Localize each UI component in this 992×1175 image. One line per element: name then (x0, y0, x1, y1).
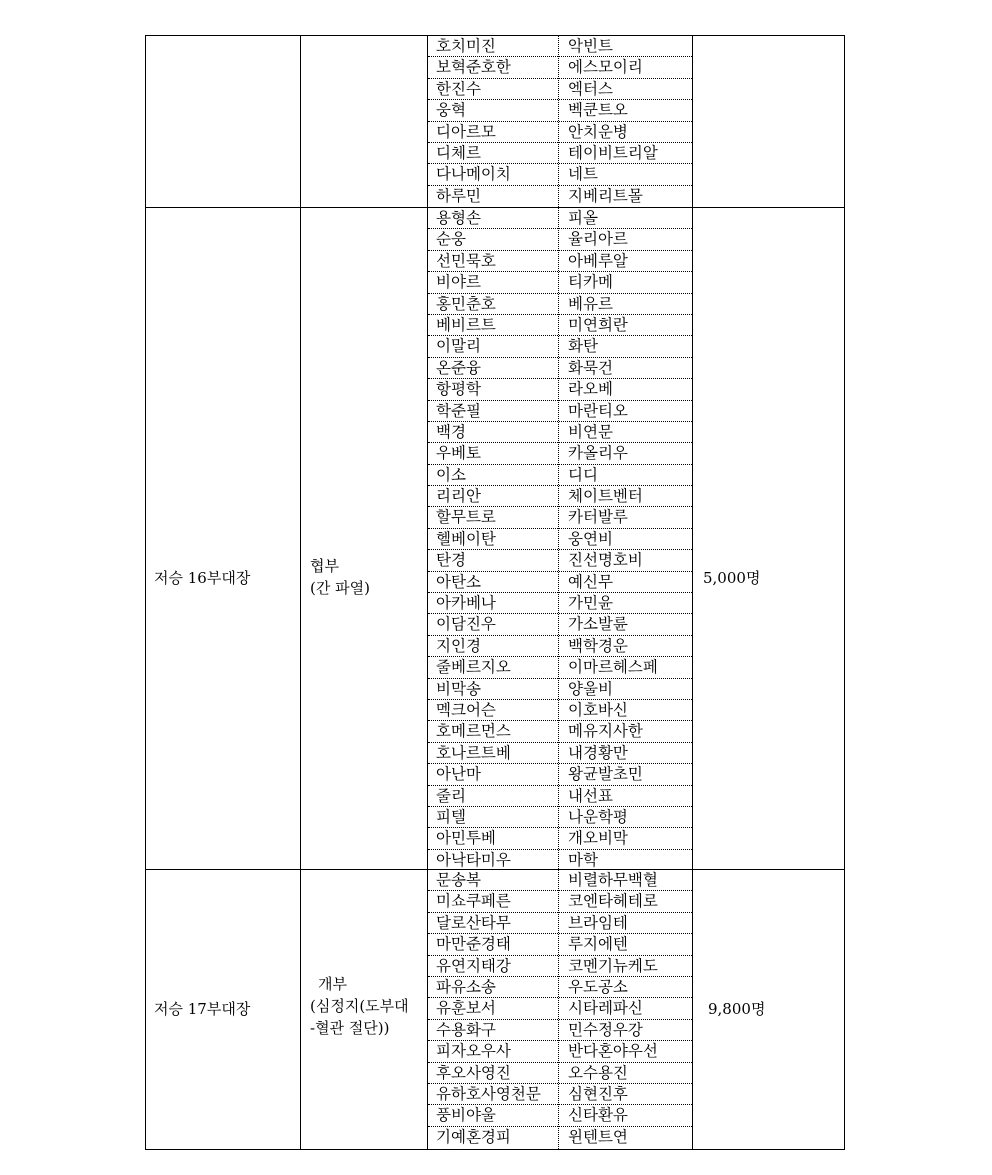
member-name-left: 호치미진 (436, 37, 496, 55)
member-name-left: 용형손 (436, 209, 481, 227)
member-row (428, 507, 692, 528)
member-row (428, 486, 692, 507)
member-row (428, 807, 692, 828)
member-row (428, 679, 692, 700)
member-row (428, 657, 692, 678)
member-name-left: 웅혁 (436, 101, 466, 120)
member-name-left: 하루민 (436, 186, 481, 205)
member-name-left: 아낙타미우 (436, 850, 511, 869)
member-row (428, 422, 692, 443)
member-name-left: 이담진우 (436, 615, 496, 634)
member-name-right: 가민윤 (568, 594, 613, 613)
member-name-left: 비야르 (436, 273, 481, 292)
member-name-right: 카터발루 (568, 508, 628, 527)
member-name-right: 가소발륜 (568, 615, 628, 634)
member-name-right: 심현진후 (568, 1084, 628, 1103)
member-name-left: 보혁준호한 (436, 58, 511, 77)
member-name-right: 에스모이리 (568, 58, 643, 77)
member-name-left: 비막송 (436, 679, 481, 698)
member-name-right: 예신무 (568, 572, 613, 591)
member-name-right: 미연희란 (568, 315, 628, 334)
member-row (428, 100, 692, 121)
member-row (428, 956, 692, 977)
member-row (428, 36, 692, 57)
troop-strength: 9,800명 (708, 1000, 766, 1018)
member-row (428, 251, 692, 272)
member-row (428, 1084, 692, 1105)
member-list-section-3 (428, 870, 692, 1148)
member-name-left: 한진수 (436, 79, 481, 98)
member-row (428, 1041, 692, 1062)
table-bottom-border (145, 1149, 845, 1150)
member-row (428, 272, 692, 293)
member-row (428, 1127, 692, 1148)
member-name-right: 나운학평 (568, 807, 628, 826)
member-row (428, 79, 692, 100)
member-name-left: 선민묵호 (436, 251, 496, 270)
member-row (428, 443, 692, 464)
member-name-right: 백학경운 (568, 636, 628, 655)
member-name-right: 체이트벤터 (568, 487, 643, 506)
member-name-right: 비연문 (568, 422, 613, 441)
member-name-left: 아난마 (436, 765, 481, 784)
member-name-right: 우도공소 (568, 977, 628, 996)
member-name-right: 카올리우 (568, 444, 628, 463)
member-row (428, 764, 692, 785)
member-name-left: 학준필 (436, 401, 481, 420)
member-name-left: 디아르모 (436, 122, 496, 141)
member-row (428, 721, 692, 742)
member-name-right: 개오비막 (568, 829, 628, 848)
col-border-right (844, 35, 845, 1150)
member-name-left: 항평학 (436, 380, 481, 399)
member-name-left: 마만준경태 (436, 935, 511, 954)
position-line: 협부 (310, 557, 339, 575)
member-row (428, 122, 692, 143)
member-row (428, 143, 692, 164)
member-name-right: 화묵건 (568, 358, 613, 377)
member-name-left: 유연지태강 (436, 956, 511, 975)
position-line: (간 파열) (310, 579, 370, 597)
member-name-left: 피텔 (436, 807, 466, 826)
member-row (428, 977, 692, 998)
member-row (428, 593, 692, 614)
member-name-right: 마학 (568, 850, 598, 869)
member-row (428, 828, 692, 849)
member-name-right: 비렬하무백혈 (568, 871, 658, 889)
member-row (428, 743, 692, 764)
member-name-right: 아베루알 (568, 251, 628, 270)
member-list-section-2 (428, 208, 692, 871)
member-name-right: 메유지사한 (568, 722, 643, 741)
member-name-right: 웅연비 (568, 529, 613, 548)
member-name-left: 디체르 (436, 143, 481, 162)
member-row (428, 57, 692, 78)
member-row (428, 208, 692, 229)
position-line: 개부 (318, 975, 347, 993)
member-name-left: 풍비야울 (436, 1106, 496, 1125)
member-row (428, 1063, 692, 1084)
member-name-right: 라오베 (568, 380, 613, 399)
member-name-left: 호메르먼스 (436, 722, 511, 741)
member-name-right: 벡쿤트오 (568, 101, 628, 120)
member-name-left: 후오사영진 (436, 1063, 511, 1082)
member-row (428, 998, 692, 1019)
member-name-left: 탄경 (436, 551, 466, 570)
member-name-left: 지인경 (436, 636, 481, 655)
member-name-left: 파유소송 (436, 977, 496, 996)
member-name-right: 지베리트몰 (568, 186, 643, 205)
member-name-right: 화탄 (568, 337, 598, 356)
member-row (428, 786, 692, 807)
troop-strength: 5,000명 (703, 569, 761, 587)
member-name-left: 온준융 (436, 358, 481, 377)
member-name-right: 피올 (568, 209, 598, 227)
member-row (428, 700, 692, 721)
member-name-left: 다나메이치 (436, 165, 511, 184)
member-name-left: 피자오우사 (436, 1042, 511, 1061)
member-row (428, 550, 692, 571)
member-name-right: 디디 (568, 465, 598, 484)
member-name-right: 이호바신 (568, 700, 628, 719)
member-name-left: 순웅 (436, 230, 466, 249)
member-row (428, 294, 692, 315)
member-name-left: 호나르트베 (436, 743, 511, 762)
member-name-right: 베유르 (568, 294, 613, 313)
member-row (428, 913, 692, 934)
member-name-right: 코엔타헤테로 (568, 892, 658, 911)
member-name-right: 율리아르 (568, 230, 628, 249)
col-border-left (145, 35, 146, 1150)
member-name-left: 베비르트 (436, 315, 496, 334)
member-name-left: 이소 (436, 465, 466, 484)
member-name-right: 마란티오 (568, 401, 628, 420)
member-row (428, 186, 692, 207)
member-name-left: 멕크어슨 (436, 700, 496, 719)
member-name-left: 수용화구 (436, 1020, 496, 1039)
member-name-right: 이마르헤스페 (568, 658, 658, 677)
member-name-right: 왕균발초민 (568, 765, 643, 784)
member-name-right: 윈텐트연 (568, 1127, 628, 1146)
member-row (428, 529, 692, 550)
member-row (428, 934, 692, 955)
member-name-left: 문송복 (436, 871, 481, 889)
member-name-right: 브라임테 (568, 913, 628, 932)
member-name-left: 미쇼쿠페른 (436, 892, 511, 911)
member-name-left: 우베토 (436, 444, 481, 463)
member-row (428, 379, 692, 400)
member-name-right: 루지에텐 (568, 935, 628, 954)
rank-title: 저승 16부대장 (154, 569, 251, 587)
member-name-right: 민수정우강 (568, 1020, 643, 1039)
member-name-left: 아탄소 (436, 572, 481, 591)
member-name-right: 네트 (568, 165, 598, 184)
member-list-section-1 (428, 36, 692, 207)
member-row (428, 1105, 692, 1126)
member-name-left: 유하호사영천문 (436, 1084, 541, 1103)
member-name-right: 내경황만 (568, 743, 628, 762)
member-row (428, 1020, 692, 1041)
member-name-right: 진선명호비 (568, 551, 643, 570)
member-name-right: 반다혼야우선 (568, 1042, 658, 1061)
member-row (428, 358, 692, 379)
member-row (428, 465, 692, 486)
member-row (428, 870, 692, 891)
member-name-right: 시타레파신 (568, 999, 643, 1018)
member-name-right: 엑터스 (568, 79, 613, 98)
position-description (310, 555, 370, 599)
member-row (428, 572, 692, 593)
member-name-left: 할무트로 (436, 508, 496, 527)
member-name-right: 양울비 (568, 679, 613, 698)
position-description (310, 973, 409, 1039)
member-name-left: 리리안 (436, 487, 481, 506)
member-name-right: 악빈트 (568, 37, 613, 55)
member-name-left: 백경 (436, 422, 466, 441)
member-name-right: 내선표 (568, 786, 613, 805)
member-name-left: 줄베르지오 (436, 658, 511, 677)
member-name-left: 아카베나 (436, 594, 496, 613)
col-border-rank-right (300, 35, 301, 1150)
rank-title: 저승 17부대장 (154, 1000, 251, 1018)
member-name-right: 테이비트리알 (568, 143, 658, 162)
member-row (428, 891, 692, 912)
member-name-left: 줄리 (436, 786, 466, 805)
position-line: -혈관 절단)) (310, 1019, 390, 1037)
member-row (428, 164, 692, 185)
member-row (428, 636, 692, 657)
col-border-names-right (692, 35, 693, 1150)
member-name-left: 홍민춘호 (436, 294, 496, 313)
member-row (428, 336, 692, 357)
position-line: (심정지(도부대 (310, 997, 409, 1015)
member-name-left: 달로산타무 (436, 913, 511, 932)
member-name-right: 오수용진 (568, 1063, 628, 1082)
member-row (428, 614, 692, 635)
member-row (428, 315, 692, 336)
member-name-left: 유훈보서 (436, 999, 496, 1018)
member-name-right: 코멘기뉴케도 (568, 956, 658, 975)
member-name-left: 이말리 (436, 337, 481, 356)
member-name-right: 티카메 (568, 273, 613, 292)
member-name-left: 헬베이탄 (436, 529, 496, 548)
member-name-right: 신타환유 (568, 1106, 628, 1125)
member-name-left: 기예혼경피 (436, 1127, 511, 1146)
member-row (428, 850, 692, 871)
member-row (428, 401, 692, 422)
member-name-right: 안치운병 (568, 122, 628, 141)
member-row (428, 229, 692, 250)
member-name-left: 아민투베 (436, 829, 496, 848)
